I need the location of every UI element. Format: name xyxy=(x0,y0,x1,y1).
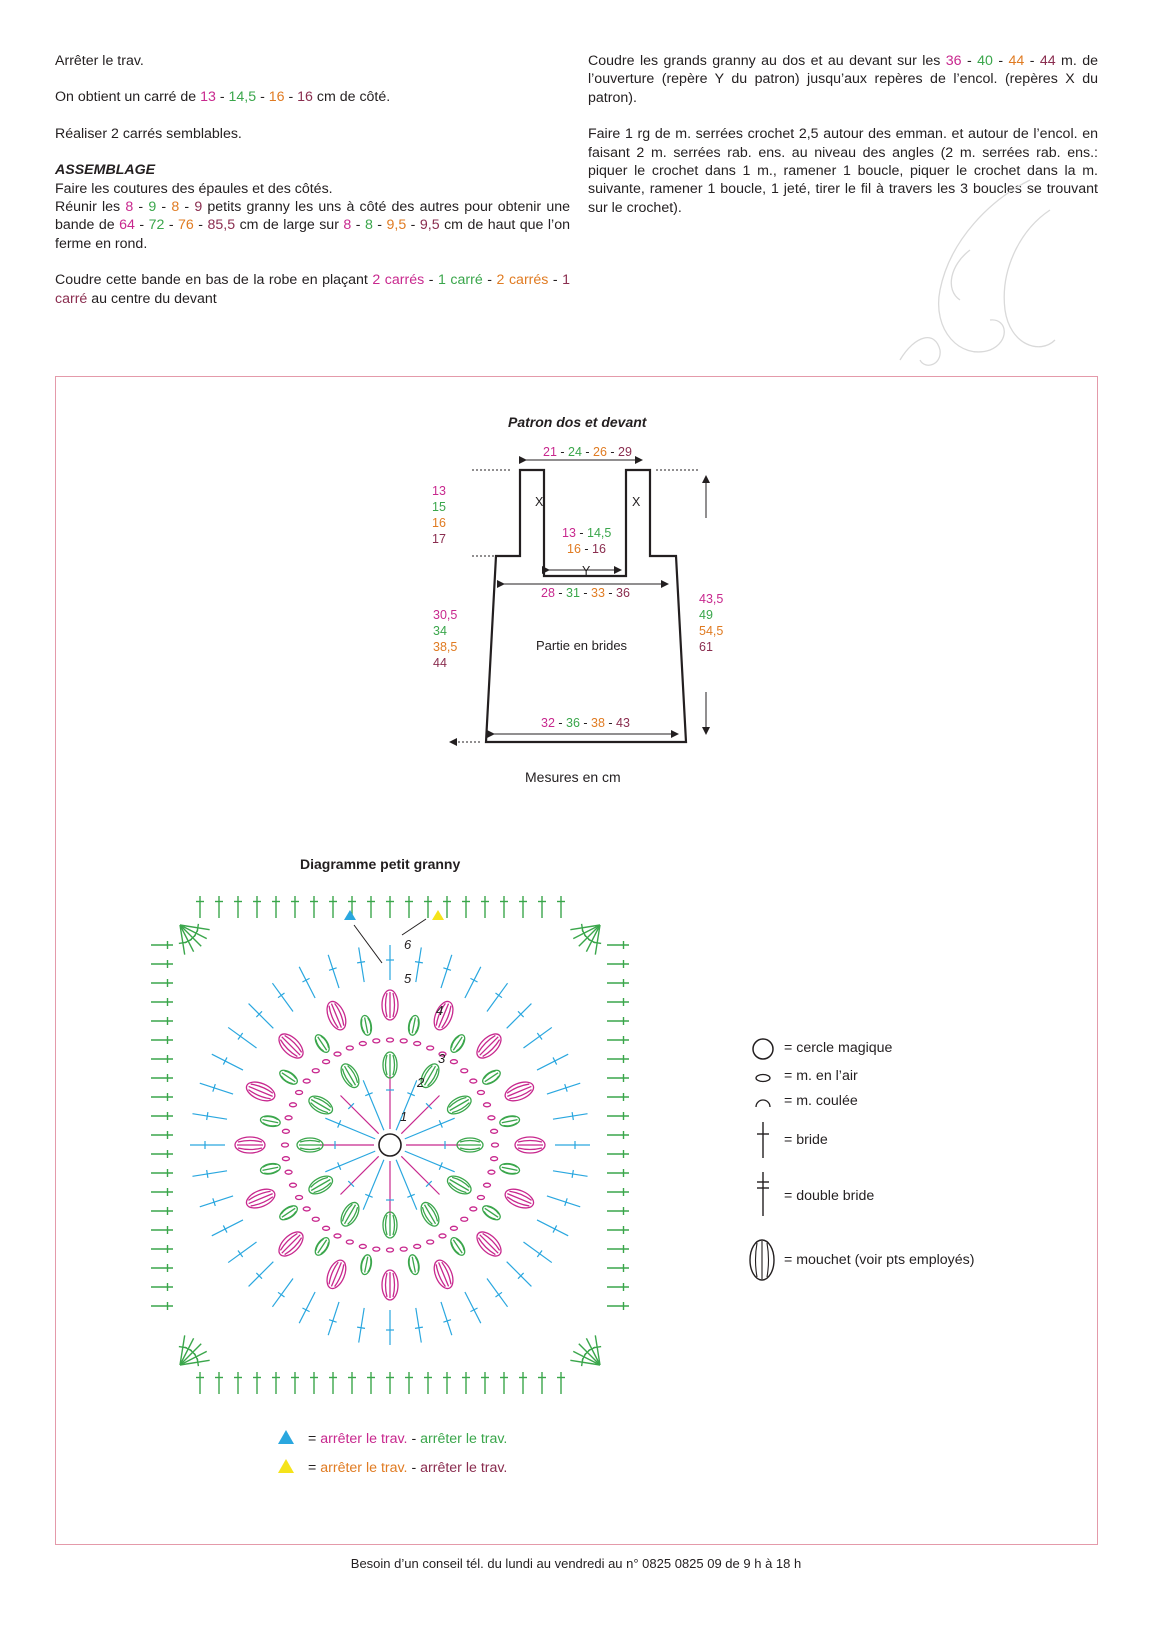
bobble-icon xyxy=(748,1238,776,1282)
body-height-left-dimension: 30,5 34 38,5 44 xyxy=(433,608,458,670)
size-value: 14,5 xyxy=(228,89,257,106)
round-number: 2 xyxy=(417,1075,425,1090)
paragraph-sew-large-granny: Coudre les grands granny au dos et au devant sur les 36 - 40 - 44 - 44 m. de l’ouverture (repère Y du patron) jusqu’aux repères de l’encol. (repères X du patron). xyxy=(588,53,1099,106)
footer-help-line: Besoin d’un conseil tél. du lundi au vendredi au n° 0825 0825 09 de 9 h à 18 h xyxy=(350,1556,802,1571)
units-note: Mesures en cm xyxy=(525,769,621,785)
cross-icon xyxy=(752,1120,776,1160)
body-height-right-dimension: 43,5 49 54,5 61 xyxy=(699,592,724,654)
paragraph-single-crochet-row: Faire 1 rg de m. serrées crochet 2,5 autour des emman. et autour de l’encol. en faisant 2 m. serrées rab. ens. au niveau des angles (2 m. serrées rab. ens.: piquer le crochet dans 1 m., ramener 1 boucle, piquer le crochet dans la m. suivante, ramener 1 boucle, 1 jeté, tirer le fil à travers les 3 boucles se trouvant sur le crochet). xyxy=(588,126,1098,216)
circle-icon xyxy=(752,1038,776,1062)
yellow-triangle-icon xyxy=(432,910,444,920)
round-number: 3 xyxy=(438,1051,446,1066)
patron-title: Patron dos et devant xyxy=(508,414,647,430)
round-number: 4 xyxy=(436,1003,444,1018)
left-text-column xyxy=(55,52,570,326)
paragraph-join-granny: Réunir les 8 - 9 - 8 - 9 petits granny les uns à côté des autres pour obtenir une bande de 64 - 72 - 76 - 85,5 cm de large sur 8 - 8 - 9,5 - 9,5 cm de haut que l’on ferme en rond. xyxy=(55,199,571,252)
round-number: 5 xyxy=(404,971,412,986)
blue-triangle-icon xyxy=(344,910,356,920)
bottom-width-dimension: 32 - 36 - 38 - 43 xyxy=(541,716,630,730)
oval-icon xyxy=(752,1068,776,1088)
paragraph-square-size: On obtient un carré de 13 - 14,5 - 16 - 16 cm de côté. xyxy=(55,89,391,106)
double-cross-icon xyxy=(752,1170,776,1218)
mark-x-right: X xyxy=(632,495,641,509)
arc-icon xyxy=(752,1093,776,1113)
paragraph-sew-band: Coudre cette bande en bas de la robe en plaçant 2 carrés - 1 carré - 2 carrés - 1 carré au centre du devant xyxy=(55,272,571,307)
neck-width-dimension-line1: 13 - 14,5 xyxy=(562,526,612,540)
round-number: 1 xyxy=(400,1109,408,1124)
assembly-section xyxy=(55,161,570,253)
size-value: 16 xyxy=(268,89,285,106)
neck-width-dimension-line2: 16 - 16 xyxy=(567,542,606,556)
chest-width-dimension: 28 - 31 - 33 - 36 xyxy=(541,586,630,600)
decorative-swirl-icon xyxy=(880,170,1070,380)
paragraph-stop-work: Arrêter le trav. xyxy=(55,53,144,69)
blue-triangle-icon xyxy=(278,1430,294,1444)
yellow-triangle-note: = arrêter le trav. - arrêter le trav. xyxy=(278,1459,507,1476)
granny-diagram xyxy=(150,895,630,1395)
paragraph-seams: Faire les coutures des épaules et des côtés. xyxy=(55,180,333,197)
yellow-triangle-icon xyxy=(278,1459,294,1473)
strap-height-dimension: 13 15 16 17 xyxy=(432,484,446,546)
patron-drawing xyxy=(420,408,730,758)
size-value: 16 xyxy=(297,89,313,106)
mark-x-left: X xyxy=(535,495,544,509)
mark-y: Y xyxy=(582,564,591,578)
top-width-dimension: 21 - 24 - 26 - 29 xyxy=(543,445,632,459)
granny-title: Diagramme petit granny xyxy=(300,856,461,872)
section-heading: ASSEMBLAGE xyxy=(55,162,156,179)
size-value: 13 xyxy=(200,89,216,106)
blue-triangle-note: = arrêter le trav. - arrêter le trav. xyxy=(278,1430,507,1447)
paragraph-two-squares: Réaliser 2 carrés semblables. xyxy=(55,125,242,142)
round-number: 6 xyxy=(404,937,412,952)
patron-center-label: Partie en brides xyxy=(536,638,628,653)
